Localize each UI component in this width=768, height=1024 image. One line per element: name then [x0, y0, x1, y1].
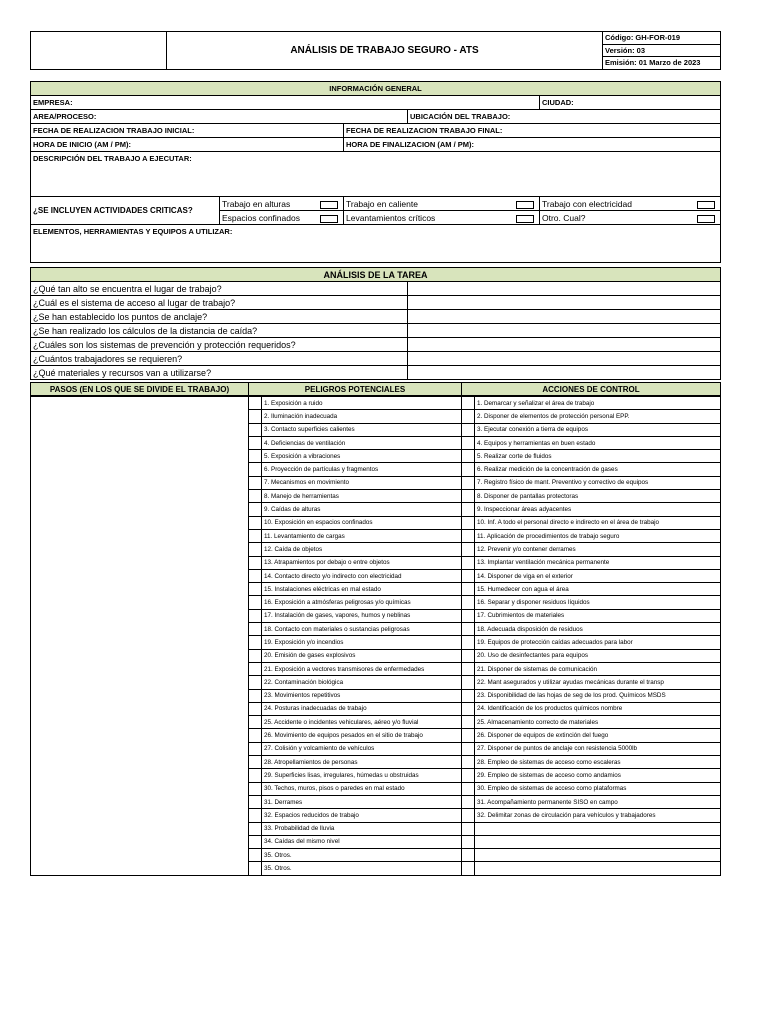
accion-item: 12. Prevenir y/o contener derrames: [475, 543, 721, 556]
peligro-item: 2. Iluminación inadecuada: [262, 410, 462, 423]
peligro-check[interactable]: [249, 476, 262, 489]
checkbox[interactable]: [697, 201, 715, 209]
peligro-check[interactable]: [249, 716, 262, 729]
col-pasos-header: PASOS (EN LOS QUE SE DIVIDE EL TRABAJO): [31, 383, 249, 396]
accion-item: 18. Adecuada disposición de residuos: [475, 623, 721, 636]
actividades-criticas-question: ¿SE INCLUYEN ACTIVIDADES CRITICAS?: [31, 197, 220, 225]
peligro-item: 3. Contacto superficies calientes: [262, 423, 462, 436]
question-text: ¿Cuál es el sistema de acceso al lugar de trabajo?: [31, 296, 408, 310]
accion-item: 13. Implantar ventilación mecánica permanente: [475, 556, 721, 569]
peligro-item: 35. Otros.: [262, 862, 462, 875]
answer-field[interactable]: [408, 352, 721, 366]
peligro-item: 11. Levantamiento de cargas: [262, 529, 462, 542]
peligro-check[interactable]: [249, 756, 262, 769]
task-analysis-table: [30, 267, 721, 380]
logo-cell: [31, 32, 167, 70]
accion-check[interactable]: [462, 450, 475, 463]
peligro-item: 34. Caídas del mismo nivel: [262, 835, 462, 848]
table-row: [31, 397, 721, 410]
peligro-item: 14. Contacto directo y/o indirecto con electricidad: [262, 569, 462, 582]
accion-item: 17. Cubrimientos de materiales: [475, 609, 721, 622]
peligro-item: 21. Exposición a vectores transmisores de enfermedades: [262, 662, 462, 675]
accion-item: [475, 862, 721, 875]
accion-item: 32. Delimitar zonas de circulación para vehículos y trabajadores: [475, 809, 721, 822]
accion-item: 7. Registro físico de mant. Preventivo y correctivo de equipos: [475, 476, 721, 489]
peligro-check[interactable]: [249, 835, 262, 848]
accion-item: 26. Disponer de equipos de extinción del fuego: [475, 729, 721, 742]
checkbox[interactable]: [320, 215, 338, 223]
accion-check[interactable]: [462, 569, 475, 582]
col-acciones-header: ACCIONES DE CONTROL: [462, 383, 721, 396]
accion-check[interactable]: [462, 862, 475, 875]
question-text: ¿Cuáles son los sistemas de prevención y protección requeridos?: [31, 338, 408, 352]
accion-item: 8. Disponer de pantallas protectoras: [475, 490, 721, 503]
peligro-check[interactable]: [249, 689, 262, 702]
question-row: [31, 310, 721, 324]
act-confinados-label: Espacios confinados: [222, 212, 300, 223]
accion-check[interactable]: [462, 649, 475, 662]
peligro-item: 23. Movimientos repetitivos: [262, 689, 462, 702]
act-otro[interactable]: [540, 211, 721, 225]
hora-final-field[interactable]: HORA DE FINALIZACION (AM / PM):: [344, 138, 721, 152]
peligro-item: 30. Techos, muros, pisos o paredes en mal estado: [262, 782, 462, 795]
accion-check[interactable]: [462, 476, 475, 489]
peligro-item: 32. Espacios reducidos de trabajo: [262, 809, 462, 822]
accion-item: 30. Empleo de sistemas de acceso como plataformas: [475, 782, 721, 795]
accion-check[interactable]: [462, 809, 475, 822]
accion-check[interactable]: [462, 503, 475, 516]
act-caliente-label: Trabajo en caliente: [346, 198, 418, 209]
hazards-list: [30, 396, 721, 876]
peligro-check[interactable]: [249, 503, 262, 516]
accion-check[interactable]: [462, 742, 475, 755]
accion-item: 21. Disponer de sistemas de comunicación: [475, 662, 721, 675]
accion-check[interactable]: [462, 849, 475, 862]
peligro-check[interactable]: [249, 596, 262, 609]
pasos-field[interactable]: [31, 397, 249, 876]
accion-item: 2. Disponer de elementos de protección personal EPP.: [475, 410, 721, 423]
act-confinados[interactable]: [220, 211, 344, 225]
accion-item: 24. Identificación de los productos químicos nombre: [475, 702, 721, 715]
checkbox[interactable]: [697, 215, 715, 223]
accion-item: 5. Realizar corte de fluidos: [475, 450, 721, 463]
peligro-item: 5. Exposición a vibraciones: [262, 450, 462, 463]
accion-check[interactable]: [462, 543, 475, 556]
peligro-item: 35. Otros.: [262, 849, 462, 862]
answer-field[interactable]: [408, 310, 721, 324]
accion-check[interactable]: [462, 822, 475, 835]
act-alturas[interactable]: [220, 197, 344, 211]
accion-item: 31. Acompañamiento permanente SISO en campo: [475, 795, 721, 808]
peligro-check[interactable]: [249, 862, 262, 875]
peligro-check[interactable]: [249, 636, 262, 649]
answer-field[interactable]: [408, 296, 721, 310]
accion-item: 20. Uso de desinfectantes para equipos: [475, 649, 721, 662]
accion-item: 1. Demarcar y señalizar el área de trabajo: [475, 397, 721, 410]
accion-check[interactable]: [462, 756, 475, 769]
question-row: [31, 296, 721, 310]
accion-check[interactable]: [462, 556, 475, 569]
accion-check[interactable]: [462, 529, 475, 542]
question-text: ¿Se han realizado los cálculos de la distancia de caída?: [31, 324, 408, 338]
accion-check[interactable]: [462, 596, 475, 609]
act-levantamientos[interactable]: [344, 211, 540, 225]
accion-check[interactable]: [462, 676, 475, 689]
accion-check[interactable]: [462, 583, 475, 596]
peligro-check[interactable]: [249, 463, 262, 476]
accion-check[interactable]: [462, 662, 475, 675]
peligro-check[interactable]: [249, 702, 262, 715]
peligro-check[interactable]: [249, 769, 262, 782]
accion-check[interactable]: [462, 423, 475, 436]
accion-check[interactable]: [462, 609, 475, 622]
peligro-item: 27. Colisión y volcamiento de vehículos: [262, 742, 462, 755]
accion-item: 28. Empleo de sistemas de acceso como escaleras: [475, 756, 721, 769]
peligro-item: 10. Exposición en espacios confinados: [262, 516, 462, 529]
question-text: ¿Qué materiales y recursos van a utilizarse?: [31, 366, 408, 380]
peligro-check[interactable]: [249, 529, 262, 542]
act-caliente[interactable]: [344, 197, 540, 211]
peligro-check[interactable]: [249, 662, 262, 675]
peligro-item: 16. Exposición a atmósferas peligrosas y/o químicas: [262, 596, 462, 609]
question-text: ¿Se han establecido los puntos de anclaje?: [31, 310, 408, 324]
header-table: [30, 31, 721, 70]
accion-item: 19. Equipos de protección caídas adecuados para labor: [475, 636, 721, 649]
document-title: ANÁLISIS DE TRABAJO SEGURO - ATS: [167, 32, 603, 70]
peligro-item: 24. Posturas inadecuadas de trabajo: [262, 702, 462, 715]
peligro-check[interactable]: [249, 742, 262, 755]
peligro-item: 1. Exposición a ruido: [262, 397, 462, 410]
peligro-check[interactable]: [249, 423, 262, 436]
accion-check[interactable]: [462, 689, 475, 702]
version-text: Versión: 03: [603, 44, 721, 57]
peligro-item: 19. Exposición y/o incendios: [262, 636, 462, 649]
accion-item: [475, 822, 721, 835]
peligro-check[interactable]: [249, 436, 262, 449]
empresa-field[interactable]: EMPRESA:: [31, 96, 540, 110]
accion-item: [475, 849, 721, 862]
accion-check[interactable]: [462, 397, 475, 410]
peligro-check[interactable]: [249, 822, 262, 835]
answer-field[interactable]: [408, 282, 721, 296]
general-info-table: [30, 81, 721, 263]
accion-check[interactable]: [462, 702, 475, 715]
peligro-item: 18. Contacto con materiales o sustancias peligrosas: [262, 623, 462, 636]
checkbox[interactable]: [320, 201, 338, 209]
accion-item: 15. Humedecer con agua el área: [475, 583, 721, 596]
peligro-check[interactable]: [249, 543, 262, 556]
question-text: ¿Cuántos trabajadores se requieren?: [31, 352, 408, 366]
peligro-item: 9. Caídas de alturas: [262, 503, 462, 516]
accion-item: 25. Almacenamiento correcto de materiales: [475, 716, 721, 729]
peligro-check[interactable]: [249, 583, 262, 596]
answer-field[interactable]: [408, 324, 721, 338]
codigo-text: Código: GH-FOR-019: [603, 32, 721, 45]
accion-item: 29. Empleo de sistemas de acceso como andamios: [475, 769, 721, 782]
accion-check[interactable]: [462, 795, 475, 808]
peligro-item: 15. Instalaciones eléctricas en mal estado: [262, 583, 462, 596]
peligro-check[interactable]: [249, 397, 262, 410]
accion-check[interactable]: [462, 782, 475, 795]
act-levantamientos-label: Levantamientos críticos: [346, 212, 436, 223]
peligro-check[interactable]: [249, 849, 262, 862]
accion-check[interactable]: [462, 729, 475, 742]
ubicacion-field[interactable]: UBICACIÓN DEL TRABAJO:: [408, 110, 721, 124]
peligro-item: 20. Emisión de gases explosivos: [262, 649, 462, 662]
accion-check[interactable]: [462, 716, 475, 729]
accion-item: 10. Inf. A todo el personal directo e indirecto en el área de trabajo: [475, 516, 721, 529]
question-row: [31, 338, 721, 352]
ciudad-field[interactable]: CIUDAD:: [540, 96, 721, 110]
accion-item: 16. Separar y disponer residuos líquidos: [475, 596, 721, 609]
elementos-field[interactable]: ELEMENTOS, HERRAMIENTAS Y EQUIPOS A UTILIZAR:: [31, 225, 721, 263]
peligro-item: 31. Derrames: [262, 795, 462, 808]
peligro-check[interactable]: [249, 609, 262, 622]
accion-check[interactable]: [462, 463, 475, 476]
act-electricidad[interactable]: [540, 197, 721, 211]
peligro-item: 7. Mecanismos en movimiento: [262, 476, 462, 489]
peligro-check[interactable]: [249, 490, 262, 503]
accion-check[interactable]: [462, 436, 475, 449]
peligro-check[interactable]: [249, 410, 262, 423]
act-alturas-label: Trabajo en alturas: [222, 198, 291, 209]
peligro-check[interactable]: [249, 795, 262, 808]
peligro-check[interactable]: [249, 676, 262, 689]
accion-check[interactable]: [462, 769, 475, 782]
accion-check[interactable]: [462, 835, 475, 848]
section-analisis-title: ANÁLISIS DE LA TAREA: [31, 268, 721, 282]
accion-check[interactable]: [462, 516, 475, 529]
area-field[interactable]: AREA/PROCESO:: [31, 110, 408, 124]
answer-field[interactable]: [408, 338, 721, 352]
checkbox[interactable]: [516, 201, 534, 209]
answer-field[interactable]: [408, 366, 721, 380]
peligro-check[interactable]: [249, 450, 262, 463]
accion-item: 27. Disponer de puntos de anclaje con resistencia 5000lb: [475, 742, 721, 755]
peligro-check[interactable]: [249, 516, 262, 529]
accion-check[interactable]: [462, 636, 475, 649]
peligro-item: 17. Instalación de gases, vapores, humos y neblinas: [262, 609, 462, 622]
accion-item: 23. Disponibilidad de las hojas de seg de los prod. Químicos MSDS: [475, 689, 721, 702]
descripcion-field[interactable]: DESCRIPCIÓN DEL TRABAJO A EJECUTAR:: [31, 152, 721, 197]
peligro-item: 12. Caída de objetos: [262, 543, 462, 556]
accion-item: 9. Inspeccionar áreas adyacentes: [475, 503, 721, 516]
question-row: [31, 366, 721, 380]
col-peligros-header: PELIGROS POTENCIALES: [249, 383, 462, 396]
act-otro-label: Otro. Cual?: [542, 212, 586, 223]
accion-item: 14. Disponer de viga en el exterior: [475, 569, 721, 582]
peligro-item: 8. Manejo de herramientas: [262, 490, 462, 503]
peligro-item: 28. Atropellamientos de personas: [262, 756, 462, 769]
accion-item: 6. Realizar medición de la concentración de gases: [475, 463, 721, 476]
peligro-item: 26. Movimiento de equipos pesados en el sitio de trabajo: [262, 729, 462, 742]
checkbox[interactable]: [516, 215, 534, 223]
accion-item: 3. Ejecutar conexión a tierra de equipos: [475, 423, 721, 436]
question-text: ¿Qué tan alto se encuentra el lugar de trabajo?: [31, 282, 408, 296]
peligro-check[interactable]: [249, 809, 262, 822]
emision-text: Emisión: 01 Marzo de 2023: [603, 57, 721, 70]
accion-item: 4. Equipos y herramientas en buen estado: [475, 436, 721, 449]
accion-item: 22. Mant asegurados y utilizar ayudas mecánicas durante el transp: [475, 676, 721, 689]
peligro-item: 13. Atrapamientos por debajo o entre objetos: [262, 556, 462, 569]
peligro-item: 22. Contaminación biológica: [262, 676, 462, 689]
peligro-check[interactable]: [249, 569, 262, 582]
peligro-check[interactable]: [249, 649, 262, 662]
accion-item: [475, 835, 721, 848]
question-row: [31, 282, 721, 296]
fecha-inicial-field[interactable]: FECHA DE REALIZACION TRABAJO INICIAL:: [31, 124, 344, 138]
peligro-item: 4. Deficiencias de ventilación: [262, 436, 462, 449]
fecha-final-field[interactable]: FECHA DE REALIZACION TRABAJO FINAL:: [344, 124, 721, 138]
accion-item: 11. Aplicación de procedimientos de trabajo seguro: [475, 529, 721, 542]
question-row: [31, 352, 721, 366]
peligro-item: 6. Proyección de partículas y fragmentos: [262, 463, 462, 476]
peligro-item: 33. Probabilidad de lluvia: [262, 822, 462, 835]
question-row: [31, 324, 721, 338]
peligro-check[interactable]: [249, 729, 262, 742]
accion-check[interactable]: [462, 623, 475, 636]
peligro-item: 29. Superficies lisas, irregulares, húmedas u obstruidas: [262, 769, 462, 782]
accion-check[interactable]: [462, 490, 475, 503]
peligro-check[interactable]: [249, 782, 262, 795]
hazards-table: [30, 382, 721, 396]
peligro-item: 25. Accidente o incidentes vehiculares, aéreo y/o fluvial: [262, 716, 462, 729]
hora-inicio-field[interactable]: HORA DE INICIO (AM / PM):: [31, 138, 344, 152]
peligro-check[interactable]: [249, 556, 262, 569]
section-general-title: INFORMACIÓN GENERAL: [31, 82, 721, 96]
act-electricidad-label: Trabajo con electricidad: [542, 198, 632, 209]
accion-check[interactable]: [462, 410, 475, 423]
peligro-check[interactable]: [249, 623, 262, 636]
